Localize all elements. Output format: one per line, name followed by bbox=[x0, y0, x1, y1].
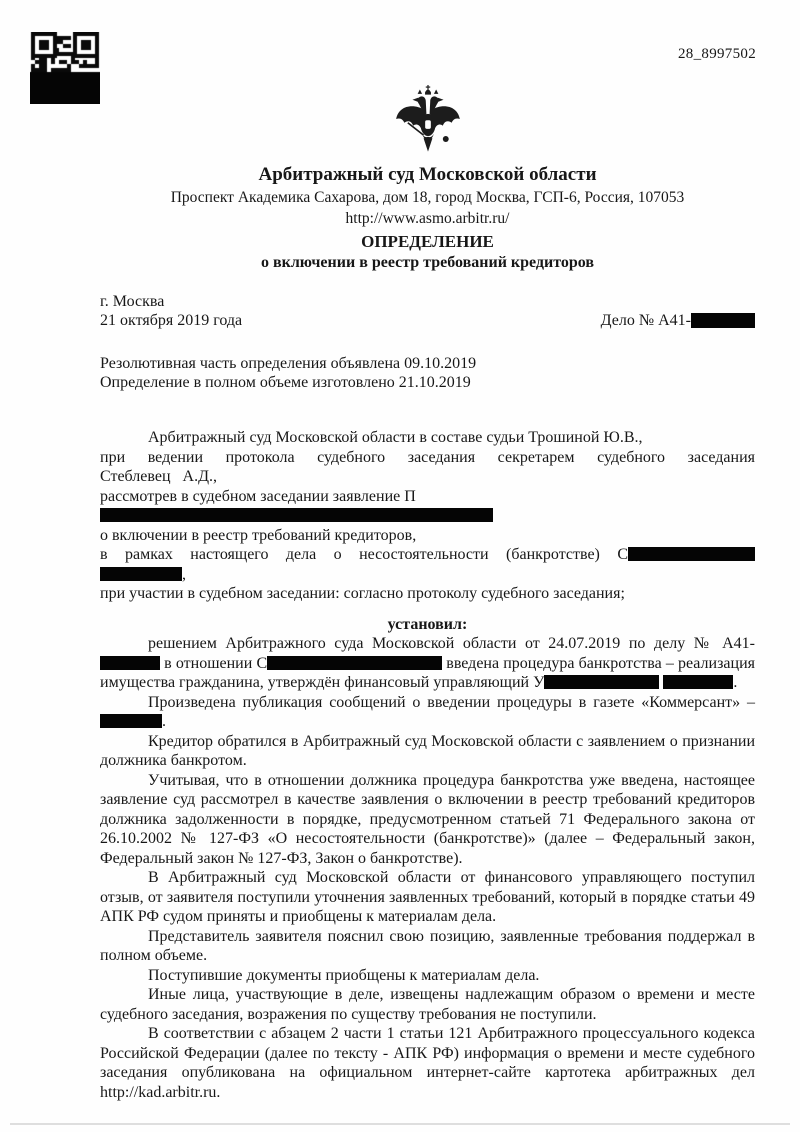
text-run: Произведена публикация сообщений о введении процедуры в газете «Коммерсант» – bbox=[148, 693, 755, 711]
qr-code-canvas bbox=[30, 32, 100, 104]
text-run: Иные лица, участвующие в деле, извещены надлежащим образом о времени и месте судебного заседания, возражения по существу требования не поступили. bbox=[100, 986, 755, 1023]
text-run: введена процедура банкротства – реализация имущества гражданина, утверждён финансовый управляющий У bbox=[100, 654, 756, 691]
body-paragraph bbox=[100, 732, 755, 771]
text-run: решением Арбитражного суда Московской области от 24.07.2019 по делу № А41- bbox=[148, 635, 755, 652]
resolutive-block bbox=[100, 354, 755, 392]
document-subject: о включении в реестр требований кредиторов bbox=[260, 254, 595, 271]
text-run: Кредитор обратился в Арбитражный суд Московской области с заявлением о признании должника банкротом. bbox=[100, 732, 755, 769]
court-address: Проспект Академика Сахарова, дом 18, город Москва, ГСП-6, Россия, 107053 bbox=[170, 189, 685, 206]
full-text-made-line: Определение в полном объеме изготовлено 21.10.2019 bbox=[100, 374, 471, 391]
redaction-bar bbox=[663, 675, 733, 689]
document-type-title: ОПРЕДЕЛЕНИЕ bbox=[361, 232, 494, 251]
redaction-bar bbox=[544, 675, 659, 689]
text-run: В соответствии с абзацем 2 части 1 статьи 121 Арбитражного процессуального кодекса Российской Федерации (далее по тексту - АПК РФ) информация о времени и месте судебного заседания опубликована на официальном интернет-сайте картотека арбитражных дел http://kad.arbitr.ru. bbox=[100, 1025, 755, 1101]
text-run: Представитель заявителя пояснил свою позицию, заявленные требования поддержал в полном объеме. bbox=[100, 927, 755, 964]
intro-line bbox=[100, 428, 755, 448]
intro-line bbox=[100, 584, 755, 604]
case-number-label: Дело № А41- bbox=[600, 312, 691, 329]
text-run: при участии в судебном заседании: согласно протоколу судебного заседания; bbox=[100, 585, 625, 602]
body-paragraph bbox=[100, 634, 755, 693]
coat-of-arms-icon bbox=[100, 84, 755, 162]
body-paragraph bbox=[100, 771, 755, 869]
text-run: Учитывая, что в отношении должника процедура банкротства уже введена, настоящее заявление суд рассмотрел в качестве заявления о включении в реестр требований кредиторов должника задолженности в порядке, предусмотренном статьей 71 Федерального закона от 26.10.2002 № 127-ФЗ «О несостоятельности (банкротстве)» (далее – Федеральный закон, Федеральный закон № 127-ФЗ, Закон о банкротстве). bbox=[100, 771, 755, 867]
redaction-bar bbox=[100, 656, 160, 670]
ruling-heading: установил: bbox=[387, 615, 468, 633]
text-run: . bbox=[733, 674, 738, 691]
body-paragraph bbox=[100, 985, 755, 1024]
redaction-bar bbox=[100, 567, 182, 581]
redaction-bar bbox=[100, 508, 493, 522]
redaction-bar bbox=[628, 547, 755, 561]
qr-code bbox=[30, 32, 100, 104]
court-website: http://www.asmo.arbitr.ru/ bbox=[345, 210, 510, 227]
place-date-block bbox=[100, 292, 242, 330]
text-run: В Арбитражный суд Московской области от финансового управляющего поступил отзыв, от заявителя поступили уточнения заявленных требований, который в порядке статьи 49 АПК РФ судом приняты и приобщены к материалам дела. bbox=[100, 869, 755, 925]
body-paragraph bbox=[100, 693, 755, 732]
document-content bbox=[100, 0, 755, 1102]
text-run: в отношении С bbox=[160, 654, 268, 672]
court-name: Арбитражный суд Московской области bbox=[258, 164, 597, 185]
case-number-redaction bbox=[691, 313, 755, 328]
resolutive-announced-line: Резолютивная часть определения объявлена 09.10.2019 bbox=[100, 355, 477, 372]
intro-block bbox=[100, 428, 755, 604]
ruling-text-block bbox=[100, 634, 755, 1102]
document-number: 28_8997502 bbox=[678, 46, 756, 62]
text-run: рассмотрев в судебном заседании заявление П bbox=[100, 487, 416, 505]
case-number bbox=[601, 311, 755, 330]
text-run: при ведении протокола судебного заседания секретарем судебного заседания Стеблевец А.Д., bbox=[100, 448, 755, 485]
intro-line bbox=[100, 448, 755, 487]
redaction-bar bbox=[100, 714, 162, 728]
body-paragraph bbox=[100, 927, 755, 966]
text-run: о включении в реестр требований кредиторов, bbox=[100, 526, 417, 544]
intro-line bbox=[100, 526, 755, 546]
document-date: 21 октября 2019 года bbox=[100, 312, 243, 329]
body-paragraph bbox=[100, 1024, 755, 1102]
text-run: Поступившие документы приобщены к материалам дела. bbox=[148, 966, 540, 984]
body-paragraph bbox=[100, 868, 755, 927]
text-run: , bbox=[182, 565, 186, 583]
case-info-row bbox=[100, 292, 755, 330]
text-run: . bbox=[162, 713, 166, 730]
redaction-bar bbox=[267, 656, 442, 670]
scan-artifact-line bbox=[10, 1123, 790, 1125]
text-run: в рамках настоящего дела о несостоятельности (банкротстве) С bbox=[100, 546, 628, 563]
text-run: Арбитражный суд Московской области в составе судьи Трошиной Ю.В., bbox=[148, 429, 643, 446]
place-city: г. Москва bbox=[100, 293, 165, 310]
intro-line bbox=[100, 487, 755, 526]
body-paragraph bbox=[100, 966, 755, 986]
intro-line bbox=[100, 545, 755, 584]
